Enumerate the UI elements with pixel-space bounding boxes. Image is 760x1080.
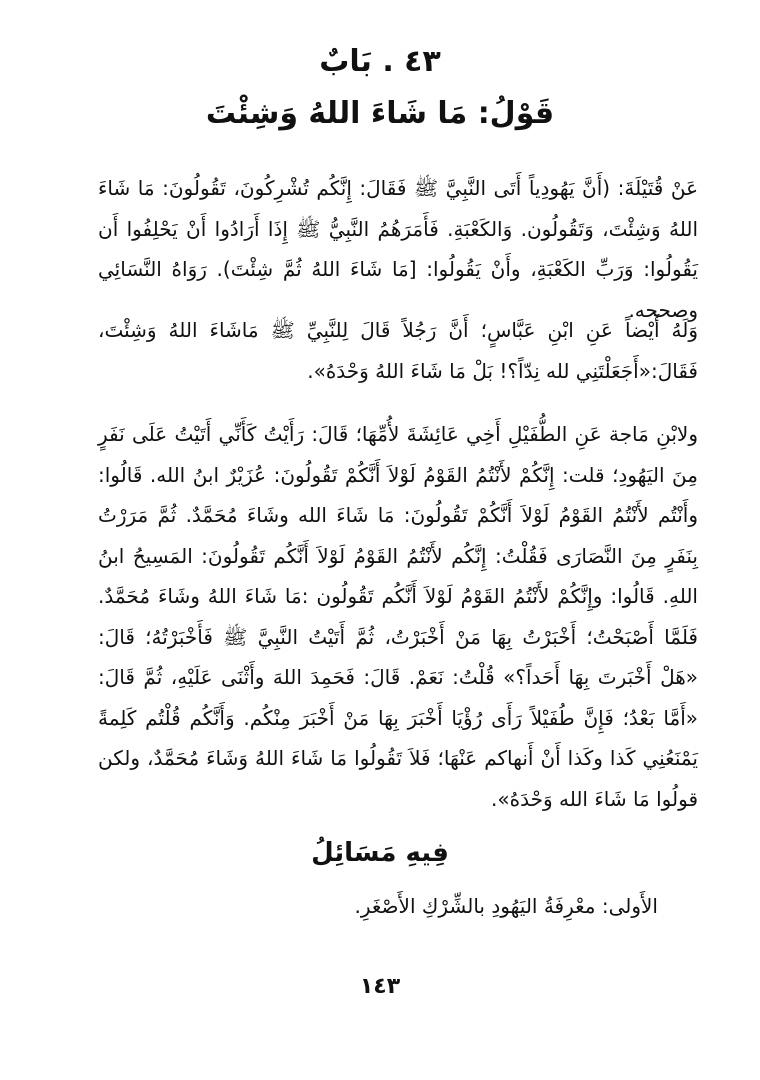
paragraph-qutaylah-hadith: عَنْ قُتَيْلَةَ: (أَنَّ يَهُودِياً أَتَى النَّبِيَّ ﷺ فَقَالَ: إِنَّكُم تُشْرِكُونَ، تَقُولُونَ: مَا شَاءَ اللهُ وَشِئْتَ، وَتَقُولُون. وَالكَعْبَةِ. فَأَمَرَهُمُ النَّبِيُّ ﷺ إِذَا أَرَادُوا أَنْ يَحْلِفُوا أَن يَقُولُوا: وَرَبِّ الكَعْبَةِ، وأَنْ يَقُولُوا: [مَا شَاءَ اللهُ ثُمَّ شِئْتَ). رَوَاهُ النَّسَائِي وصححه. (98, 176, 698, 322)
issue-item: الأَولى: معْرِفَةُ اليَهُودِ بالشِّرْكِ الأَصْغَرِ. (354, 894, 658, 918)
chapter-number-title: ٤٣ . بَابٌ (319, 44, 441, 79)
paragraph-ibn-abbas-hadith: وَلَهُ أَيْضاً عَنِ ابْنِ عَبَّاسٍ؛ أَنَّ رَجُلاً قَالَ لِلنَّبِيِّ ﷺ مَاشَاءَ اللهُ وَشِئْتَ، فَقَالَ:«أَجَعَلْتَنِي لله نِدّاً؟! بَلْ مَا شَاءَ اللهُ وَحْدَهُ». (98, 318, 698, 383)
issues-heading: فِيهِ مَسَائِلُ (311, 838, 449, 868)
page-number: ١٤٣ (359, 974, 401, 999)
chapter-subtitle: قَوْلُ: مَا شَاءَ اللهُ وَشِئْتَ (205, 96, 555, 131)
paragraph-tufayl-hadith: ولابْنِ مَاجة عَنِ الطُّفَيْلِ أَخِي عَائِشَةَ لأُمِّهَا؛ قَالَ: رَأَيْتُ كَأَنِّي أَتَيْتُ عَلَى نَفَرٍ مِنَ اليَهُودِ؛ قلت: إِنَّكُمْ لأَنْتُمُ القَوْمُ لَوْلاَ أَنَّكُمْ تَقُولُونَ: عُزَيْرٌ ابنُ الله. قَالُوا: وأَنْتُم لأَنْتُمُ القَوْمُ لَوْلاَ أَنَّكُمْ تَقُولُونَ: مَا شَاءَ الله وشَاءَ مُحَمَّدٌ. ثُمَّ مَرَرْتُ بِنَفَرٍ مِنَ النَّصَارَى فَقُلْتُ: إِنَّكُم لأَنْتُمُ القَوْمُ لَوْلاَ أَنَّكُم تَقُولُونَ: المَسِيحُ ابنُ اللهِ. قَالُوا: وإِنَّكُمْ لأَنْتُمُ القَوْمُ لَوْلاَ أَنَّكُم تَقُولُون :مَا شَاءَ اللهُ وشَاءَ مُحَمَّدٌ. فَلَمَّا أَصْبَحْتُ؛ أَخْبَرْتُ بِهَا مَنْ أَخْبَرْتُ، ثُمَّ أَتَيْتُ النَّبِيَّ ﷺ فَأَخْبَرْتُهُ؛ قَالَ: «هَلْ أَخْبَرتَ بِهَا أَحَداً؟» قُلْتُ: نَعَمْ. قَالَ: فَحَمِدَ اللهَ وأَثْنَى عَلَيْهِ، ثُمَّ قَالَ: «أَمَّا بَعْدُ؛ فَإِنَّ طُفَيْلاً رَأَى رُؤْيَا أَخْبَرَ بِهَا مَنْ أَخْبَرَ مِنْكُم. وَأَنَّكُم قُلْتُم كَلِمةً يَمْنَعُنِي كَذا وكَذا أَنْ أَنهاكم عَنْهَا؛ فَلاَ تَقُولُوا مَا شَاءَ اللهُ وَشَاءَ مُحَمَّدٌ، ولكن قولُوا مَا شَاءَ الله وَحْدَهُ». (98, 422, 698, 811)
